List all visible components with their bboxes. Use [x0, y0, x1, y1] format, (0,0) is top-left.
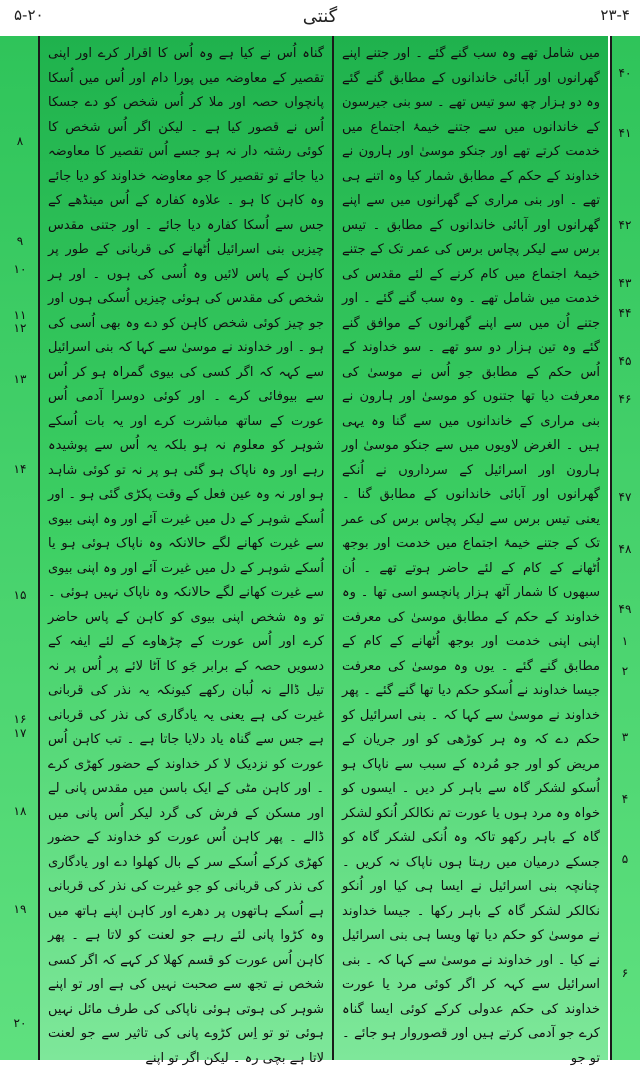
right-verse-marker: ۴۰ — [618, 66, 632, 80]
left-verse-marker: ۱۹ — [13, 902, 27, 916]
right-verse-marker: ۳ — [621, 730, 629, 744]
left-verse-marker: ۲۰ — [13, 1016, 27, 1030]
left-column-text: گناہ اُس نے کیا ہے وہ اُس کا اقرار کرے اور اپنی تقصیر کے معاوضہ میں پورا دام اور اُس میں اُسکا پانچواں حصہ اور ملا کر اُس شخص کو دے جسکا اُس نے قصور کیا ہے ۔ لیکن اگر اُس شخص کا کوئی رشتہ دار نہ ہو جسے اُس تقصیر کا معاوضہ دیا جائے تو تقصیر کا جو معاوضہ خداوند کو دیا جائے وہ کاہن کا ہو ۔ علاوہ کفارہ کے اُس مینڈھے کے جس سے اُسکا کفارہ دیا جائے ۔ اور جتنی مقدس چیزیں بنی اسرائیل اُٹھانے کی قربانی کے طور پر کاہن کے پاس لائیں وہ اُسی کی ہوں ۔ اور ہر شخص کی مقدس کی ہوئی چیزیں اُسکی ہوں اور جو چیز کوئی شخص کاہن کو دے وہ بھی اُسی کی ہو ۔ اور خداوند نے موسیٰ سے کہا کہ بنی اسرائیل سے کہہ کہ اگر کسی کی بیوی گمراہ ہو کر اُس سے بیوفائی کرے ۔ اور کوئی دوسرا آدمی اُس عورت کے ساتھ مباشرت کرے اور یہ بات اُسکے شوہر کو معلوم نہ ہو بلکہ یہ اُس سے پوشیدہ رہے اور وہ ناپاک ہو گئی ہو پر نہ تو کوئی شاہد ہو اور نہ وہ عین فعل کے وقت پکڑی گئی ہو ۔ اور اُسکے شوہر کے دل میں غیرت آئے اور وہ اپنی بیوی سے غیرت کھانے لگے حالانکہ وہ ناپاک ہوئی ہو یا اُسکے شوہر کے دل میں غیرت آئے اور وہ اپنی بیوی سے غیرت کھانے لگے حالانکہ وہ ناپاک نہیں ہوئی ۔ تو وہ شخص اپنی بیوی کو کاہن کے پاس حاضر کرے اور اُس عورت کے چڑھاوے کے لئے ایفہ کے دسویں حصہ کے برابر جَو کا آٹا لائے پر اُس پر نہ تیل ڈالے نہ لُبان رکھے کیونکہ یہ نذر کی قربانی غیرت کی ہے یعنی یہ یادگاری کی نذر کی قربانی ہے جس سے گناہ یاد دلایا جاتا ہے ۔ تب کاہن اُس عورت کو نزدیک لا کر خداوند کے حضور کھڑی کرے ۔ اور کاہن مٹی کے ایک باسن میں مقدس پانی لے اور مسکن کے فرش کی گرد لیکر اُس پانی میں ڈالے ۔ پھر کاہن اُس عورت کو خداوند کے حضور کھڑی کرکے اُسکے سر کے بال کھلوا دے اور یادگاری کی نذر کی قربانی کو جو غیرت کی نذر کی قربانی ہے اُسکے ہاتھوں پر دھرے اور کاہن اپنے ہاتھ میں وہ کڑوا پانی لئے رہے جو لعنت کو لاتا ہے ۔ پھر کاہن اُس عورت کو قسم کھلا کر کہے کہ اگر کسی شخص نے تجھ سے صحبت نہیں کی ہے اور تو اپنے شوہر کی ہوتی ہوئی ناپاکی کی طرف مائل نہیں ہوئی تو تو اِس کڑوے پانی کی تاثیر سے جو لعنت لاتا ہے بچی رہ ۔ لیکن اگر تو اپنے — [48, 46, 324, 1066]
right-verse-marker: ۱ — [621, 634, 629, 648]
left-verse-marker: ۱۳ — [13, 372, 27, 386]
left-verse-marker: ۱۷ — [13, 726, 27, 740]
right-verse-marker: ۴۳ — [618, 276, 632, 290]
left-verse-marker: ۱۲ — [13, 321, 27, 335]
right-column-text: میں شامل تھے وہ سب گنے گئے ۔ اور جتنے اپنے گھرانوں اور آبائی خاندانوں کے مطابق گنے گئے وہ دو ہزار چھ سو تیس تھے ۔ سو بنی جیرسون کے خاندانوں میں سے جتنے خیمۂ اجتماع میں خدمت کرتے تھے اور جنکو موسیٰ اور ہارون نے خداوند کے حکم کے مطابق شمار کیا وہ اتنے ہی تھے ۔ اور بنی مراری کے گھرانوں میں سے اپنے گھرانوں اور آبائی خاندانوں کے مطابق ۔ تیس برس سے لیکر پچاس برس کی عمر تک کے جتنے خیمۂ اجتماع میں کام کرنے کے لئے مقدس کی خدمت میں شامل تھے ۔ وہ سب گنے گئے ۔ اور جتنے اُن میں سے اپنے گھرانوں کے موافق گنے گئے وہ تین ہزار دو سو تھے ۔ سو خداوند کے اُس حکم کے مطابق جو اُس نے موسیٰ کی معرفت دیا تھا جتنوں کو موسیٰ اور ہارون نے بنی مراری کے خاندانوں میں سے گنا وہ یہی ہیں ۔ الغرض لاویوں میں سے جنکو موسیٰ اور ہارون اور اسرائیل کے سرداروں نے اُنکے گھرانوں اور آبائی خاندانوں کے مطابق گنا ۔ یعنی تیس برس سے لیکر پچاس برس کی عمر تک کے جتنے خیمۂ اجتماع میں خدمت اور بوجھ اُٹھانے کے کام کے لئے حاضر ہوتے تھے ۔ اُن سبھوں کا شمار آٹھ ہزار پانچسو اسی تھا ۔ وہ خداوند کے حکم کے مطابق موسیٰ کی معرفت اپنی اپنی خدمت اور بوجھ اُٹھانے کے کام کے مطابق گنے گئے ۔ یوں وہ موسیٰ کی معرفت جیسا خداوند نے اُسکو حکم دیا تھا گنے گئے ۔ پھر خداوند نے موسیٰ سے کہا کہ ۔ بنی اسرائیل کو حکم دے کہ وہ ہر کوڑھی کو اور جریان کے مریض کو اور جو مُردہ کے سبب سے ناپاک ہو اُسکو لشکر گاہ سے باہر کر دیں ۔ ایسوں کو خواہ وہ مرد ہوں یا عورت تم نکالکر اُنکو لشکر گاہ کے باہر رکھو تاکہ وہ اُنکی لشکر گاہ کو جسکے درمیان میں رہتا ہوں ناپاک نہ کریں ۔ چنانچہ بنی اسرائیل نے ایسا ہی کیا اور اُنکو نکالکر لشکر گاہ کے باہر رکھا ۔ جیسا خداوند نے موسیٰ کو حکم دیا تھا ویسا ہی بنی اسرائیل نے کیا ۔ اور خداوند نے موسیٰ سے کہا کہ ۔ بنی اسرائیل سے کہہ کر اگر کوئی مرد یا عورت خداوند کی حکم عدولی کرکے کوئی ایسا گناہ کرے جو آدمی کرتے ہیں اور قصوروار ہو جائے ۔ تو جو — [342, 46, 600, 1066]
right-verse-marker: ۴۱ — [618, 126, 632, 140]
right-verse-marker: ۶ — [621, 966, 629, 980]
right-verse-marker: ۵ — [621, 852, 629, 866]
right-verse-marker: ۴۴ — [618, 306, 632, 320]
left-verse-marker: ۱۱ — [13, 308, 27, 322]
right-verse-marker: ۴۶ — [618, 392, 632, 406]
left-verse-marker: ۱۴ — [13, 462, 27, 476]
left-verse-marker: ۱۰ — [13, 262, 27, 276]
page-header — [0, 0, 640, 36]
right-verse-marker: ۴۲ — [618, 218, 632, 232]
left-verse-marker: ۸ — [16, 134, 24, 148]
right-verse-marker: ۴۸ — [618, 542, 632, 556]
right-verse-marker: ۴۹ — [618, 602, 632, 616]
right-text-column — [334, 36, 608, 1066]
book-title: گنتی — [302, 6, 338, 27]
left-verse-marker: ۱۶ — [13, 712, 27, 726]
right-verse-marker: ۴۵ — [618, 354, 632, 368]
right-verse-marker: ۴۷ — [618, 490, 632, 504]
chapter-verse-range-left: ۵-۲۰ — [14, 6, 44, 24]
left-verse-marker: ۱۸ — [13, 804, 27, 818]
left-verse-marker: ۱۵ — [13, 588, 27, 602]
right-verse-marker: ۲ — [621, 664, 629, 678]
right-verse-marker: ۴ — [621, 792, 629, 806]
chapter-verse-range-right: ۲۳-۴ — [600, 6, 630, 24]
left-verse-marker: ۹ — [16, 234, 24, 248]
left-text-column — [40, 36, 334, 1066]
